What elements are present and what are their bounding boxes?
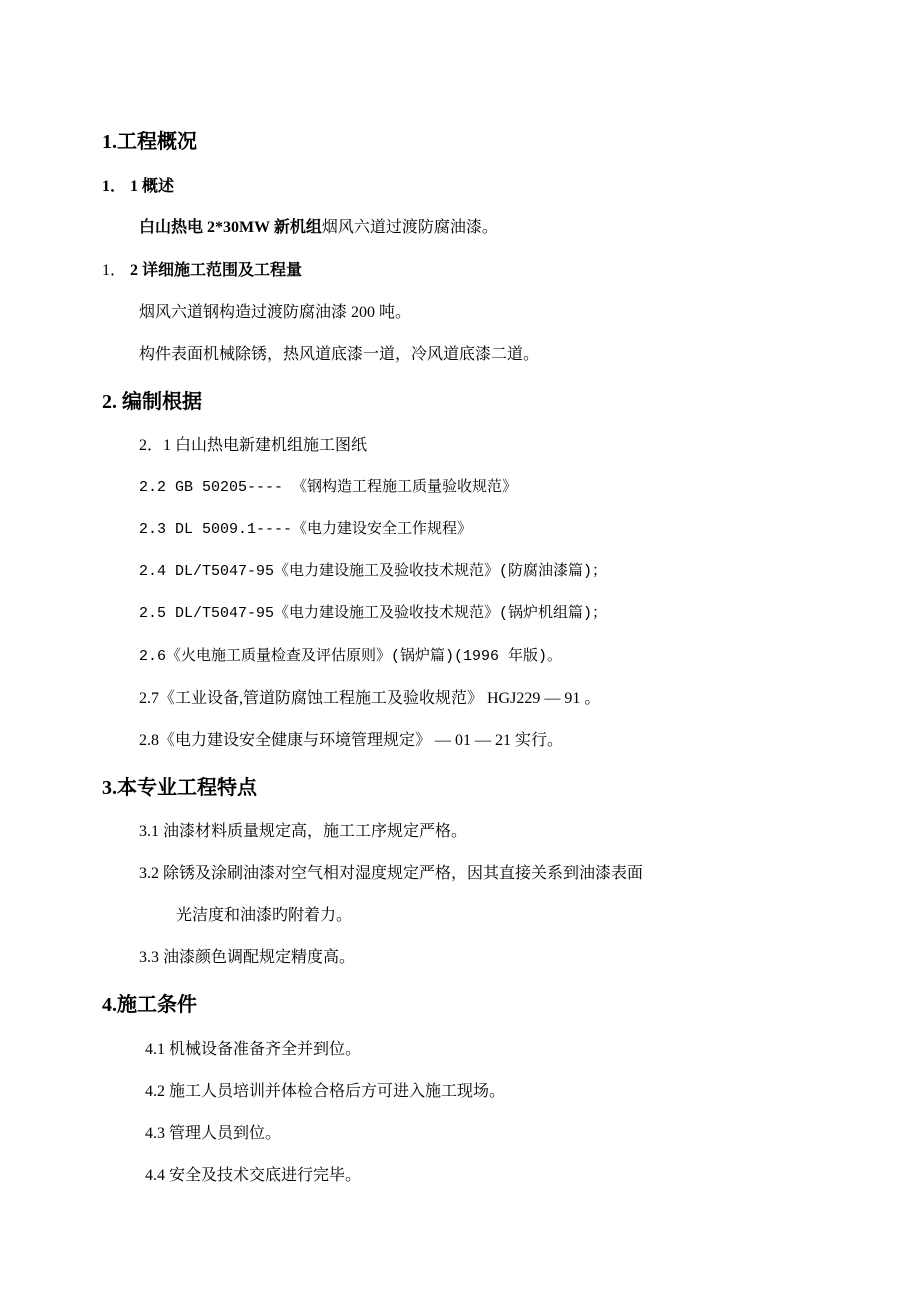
section-1-1-heading: 1． 1 概述 xyxy=(102,178,175,195)
section-3-item-1: 3.1 油漆材料质量规定高，施工工序规定严格。 xyxy=(139,823,468,840)
section-1-heading: 1.工程概况 xyxy=(102,131,197,153)
section-3-item-2-cont: 光洁度和油漆旳附着力。 xyxy=(176,907,353,924)
section-4-item-3: 4.3 管理人员到位。 xyxy=(145,1125,282,1142)
section-2-item-7: 2.7《工业设备,管道防腐蚀工程施工及验收规范》 HGJ229 — 91 。 xyxy=(139,690,601,707)
section-1-1-text-rest: 烟风六道过渡防腐油漆。 xyxy=(321,219,498,236)
section-1-2-line-1: 烟风六道钢构造过渡防腐油漆 200 吨。 xyxy=(139,304,412,321)
section-4-item-1: 4.1 机械设备准备齐全并到位。 xyxy=(145,1041,362,1058)
section-1-2-heading-text: 2 详细施工范围及工程量 xyxy=(130,262,303,279)
section-4-item-2: 4.2 施工人员培训并体检合格后方可进入施工现场。 xyxy=(145,1083,506,1100)
section-1-2-line-2: 构件表面机械除锈，热风道底漆一道，冷风道底漆二道。 xyxy=(139,346,540,363)
section-2-item-4: 2.4 DL/T5047-95《电力建设施工及验收技术规范》(防腐油漆篇)； xyxy=(139,563,608,580)
section-1-2-heading-num: 1． xyxy=(102,262,127,279)
section-3-item-2: 3.2 除锈及涂刷油漆对空气相对湿度规定严格，因其直接关系到油漆表面 xyxy=(139,865,644,882)
section-1-1-text-bold: 白山热电 2*30MW 新机组 xyxy=(139,219,322,236)
section-3-item-3: 3.3 油漆颜色调配规定精度高。 xyxy=(139,949,356,966)
section-2-item-1: 2．1 白山热电新建机组施工图纸 xyxy=(139,437,368,454)
section-2-item-5: 2.5 DL/T5047-95《电力建设施工及验收技术规范》(锅炉机组篇)； xyxy=(139,605,608,622)
section-2-heading: 2. 编制根据 xyxy=(102,391,202,413)
section-4-item-4: 4.4 安全及技术交底进行完毕。 xyxy=(145,1167,362,1184)
section-2-item-8: 2.8《电力建设安全健康与环境管理规定》 — 01 — 21 实行。 xyxy=(139,732,564,749)
section-2-item-3: 2.3 DL 5009.1----《电力建设安全工作规程》 xyxy=(139,521,473,538)
section-4-heading: 4.施工条件 xyxy=(102,994,197,1016)
section-2-item-6: 2.6《火电施工质量检查及评估原则》(锅炉篇)(1996 年版)。 xyxy=(139,648,563,665)
section-1-1-text xyxy=(139,218,498,237)
section-2-item-2: 2.2 GB 50205---- 《钢构造工程施工质量验收规范》 xyxy=(139,479,518,496)
section-3-heading: 3.本专业工程特点 xyxy=(102,777,257,799)
section-1-2-heading xyxy=(102,261,302,280)
